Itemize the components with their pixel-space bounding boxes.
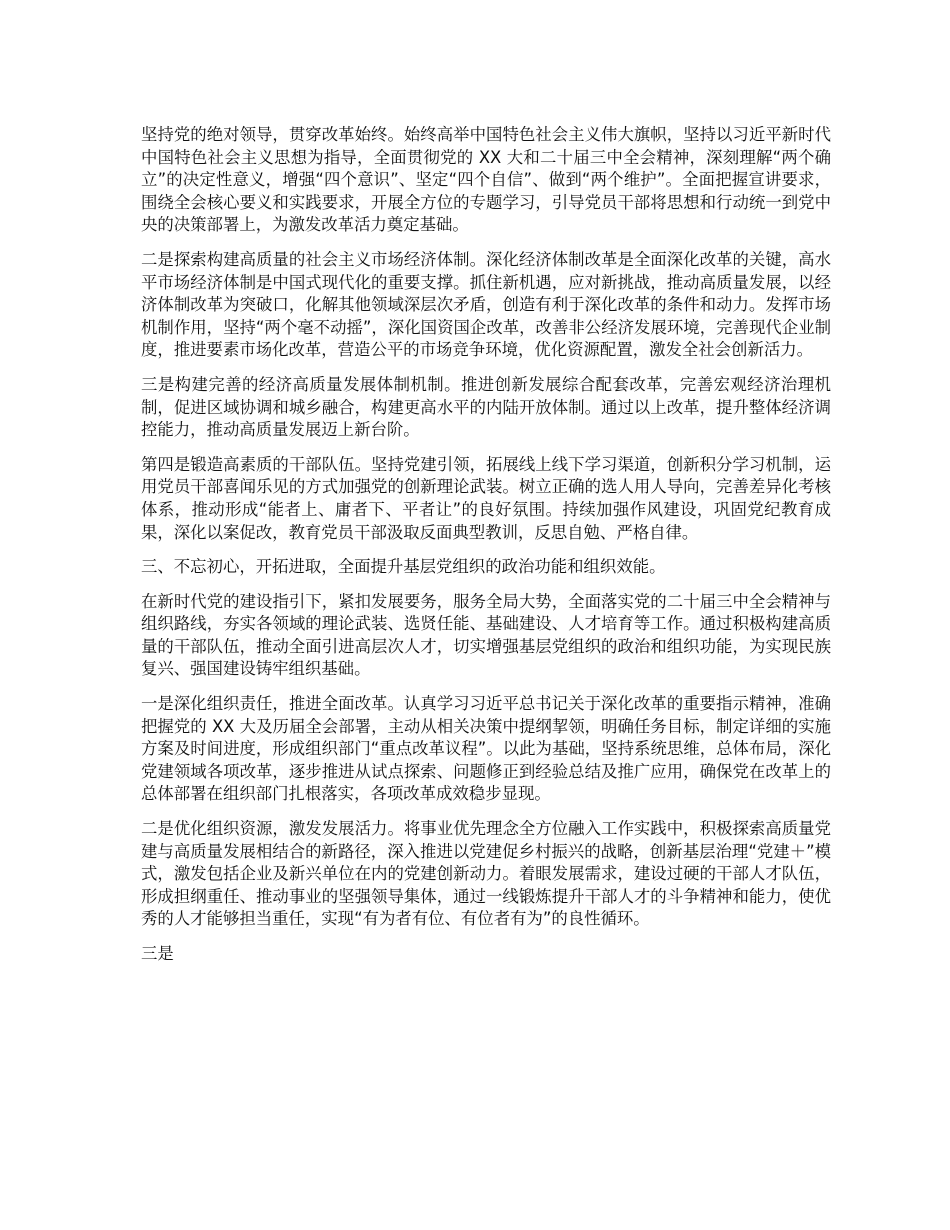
document-page	[141, 124, 831, 978]
paragraph-new-era-guidance: 在新时代党的建设指引下，紧扣发展要务，服务全局大势，全面落实党的二十届三中全会精神与组织路线，夯实各领域的理论武装、选贤任能、基础建设、人才培育等工作。通过积极构建高质量的干部队伍，推动全面引进高层次人才，切实增强基层党组织的政治和组织功能，为实现民族复兴、强国建设铸牢组织基础。	[141, 591, 831, 679]
paragraph-market-economy: 二是探索构建高质量的社会主义市场经济体制。深化经济体制改革是全面深化改革的关键，高水平市场经济体制是中国式现代化的重要支撑。抓住新机遇，应对新挑战，推动高质量发展，以经济体制改革为突破口，化解其他领域深层次矛盾，创造有利于深化改革的条件和动力。发挥市场机制作用，坚持“两个毫不动摇”，深化国资国企改革，改善非公经济发展环境，完善现代企业制度，推进要素市场化改革，营造公平的市场竞争环境，优化资源配置，激发全社会创新活力。	[141, 249, 831, 360]
paragraph-cadre-team: 第四是锻造高素质的干部队伍。坚持党建引领，拓展线上线下学习渠道，创新积分学习机制，运用党员干部喜闻乐见的方式加强党的创新理论武装。树立正确的选人用人导向，完善差异化考核体系，推动形成“能者上、庸者下、平者让”的良好氛围。持续加强作风建设，巩固党纪教育成果，深化以案促改，教育党员干部汲取反面典型教训，反思自勉、严格自律。	[141, 454, 831, 542]
paragraph-party-leadership: 坚持党的绝对领导，贯穿改革始终。始终高举中国特色社会主义伟大旗帜，坚持以习近平新时代中国特色社会主义思想为指导，全面贯彻党的 XX 大和二十届三中全会精神，深刻理解“两个确立”的决定性意义，增强“四个意识”、坚定“四个自信”、做到“两个维护”。全面把握宣讲要求，围绕全会核心要义和实践要求，开展全方位的专题学习，引导党员干部将思想和行动统一到党中央的决策部署上，为激发改革活力奠定基础。	[141, 125, 831, 235]
paragraph-truncated: 三是	[141, 944, 174, 963]
paragraph-organizational-responsibility: 一是深化组织责任，推进全面改革。认真学习习近平总书记关于深化改革的重要指示精神，准确把握党的 XX 大及历届全会部署，主动从相关决策中提纲挈领，明确任务目标，制定详细的实施方案及时间进度，形成组织部门“重点改革议程”。以此为基础，坚持系统思维，总体布局，深化党建领域各项改革，逐步推进从试点探索、问题修正到经验总结及推广应用，确保党在改革上的总体部署在组织部门扎根落实，各项改革成效稳步显现。	[141, 694, 831, 804]
section-heading-three: 三、不忘初心，开拓进取，全面提升基层党组织的政治功能和组织效能。	[141, 557, 666, 577]
paragraph-organizational-resources: 二是优化组织资源，激发发展活力。将事业优先理念全方位融入工作实践中，积极探索高质量党建与高质量发展相结合的新路径，深入推进以党建促乡村振兴的战略，创新基层治理“党建＋”模式，激发包括企业及新兴单位在内的党建创新动力。着眼发展需求，建设过硬的干部人才队伍，形成担纲重任、推动事业的坚强领导集体，通过一线锻炼提升干部人才的斗争精神和能力，使优秀的人才能够担当重任，实现“有为者有位、有位者有为”的良性循环。	[141, 819, 831, 929]
paragraph-economic-mechanism: 三是构建完善的经济高质量发展体制机制。推进创新发展综合配套改革，完善宏观经济治理机制，促进区域协调和城乡融合，构建更高水平的内陆开放体制。通过以上改革，提升整体经济调控能力，推动高质量发展迈上新台阶。	[141, 374, 831, 440]
